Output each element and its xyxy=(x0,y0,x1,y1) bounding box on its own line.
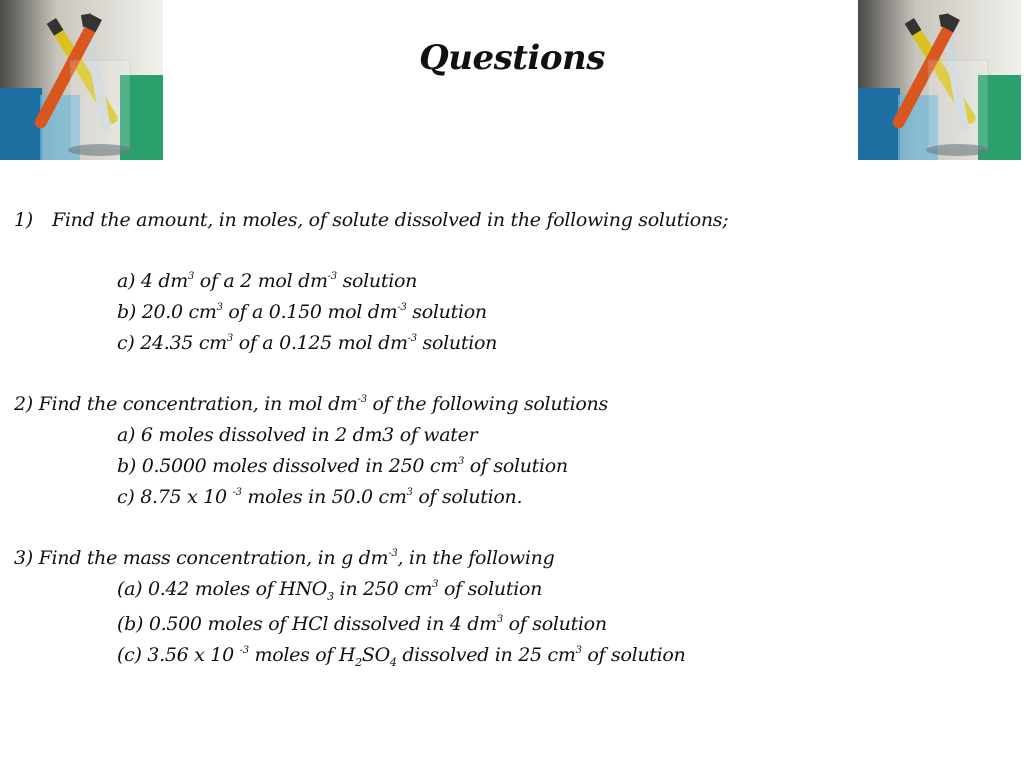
question-1b: b) 20.0 $cm^3$ of a 0.150 mol $dm^{-3}$ solution xyxy=(117,301,487,323)
page-title: Questions xyxy=(419,38,605,78)
test-tubes-photo-right xyxy=(858,0,1021,160)
question-2c: c) 8.75 x 10 $^{-3}$ moles in 50.0 $cm^3$ of solution. xyxy=(117,486,523,508)
question-1c: c) 24.35 $cm^3$ of a 0.125 mol $dm^{-3}$ solution xyxy=(117,332,498,354)
question-1a: a) 4 $dm^3$ of a 2 mol $dm^{-3}$ solution xyxy=(117,270,418,292)
question-1-number: 1) xyxy=(14,209,33,231)
test-tubes-photo-left xyxy=(0,0,163,160)
question-3b: (b) 0.500 moles of HCl dissolved in 4 $dm^3$ of solution xyxy=(117,613,607,635)
question-1-text: Find the amount, in moles, of solute dissolved in the following solutions; xyxy=(52,209,729,231)
question-3-heading: 3) Find the mass concentration, in g $dm^{-3}$, in the following xyxy=(14,547,555,569)
question-3c: (c) 3.56 x 10 $^{-3}$ moles of $H_2SO_4$ dissolved in 25 $cm^3$ of solution xyxy=(117,644,686,669)
question-2-heading: 2) Find the concentration, in mol $dm^{-3}$ of the following solutions xyxy=(14,393,608,415)
question-3a: (a) 0.42 moles of $HNO_3$ in 250 $cm^3$ of solution xyxy=(117,578,543,603)
question-2a: a) 6 moles dissolved in 2 dm3 of water xyxy=(117,424,478,446)
question-1-heading xyxy=(14,209,728,231)
question-2b: b) 0.5000 moles dissolved in 250 $cm^3$ of solution xyxy=(117,455,568,477)
